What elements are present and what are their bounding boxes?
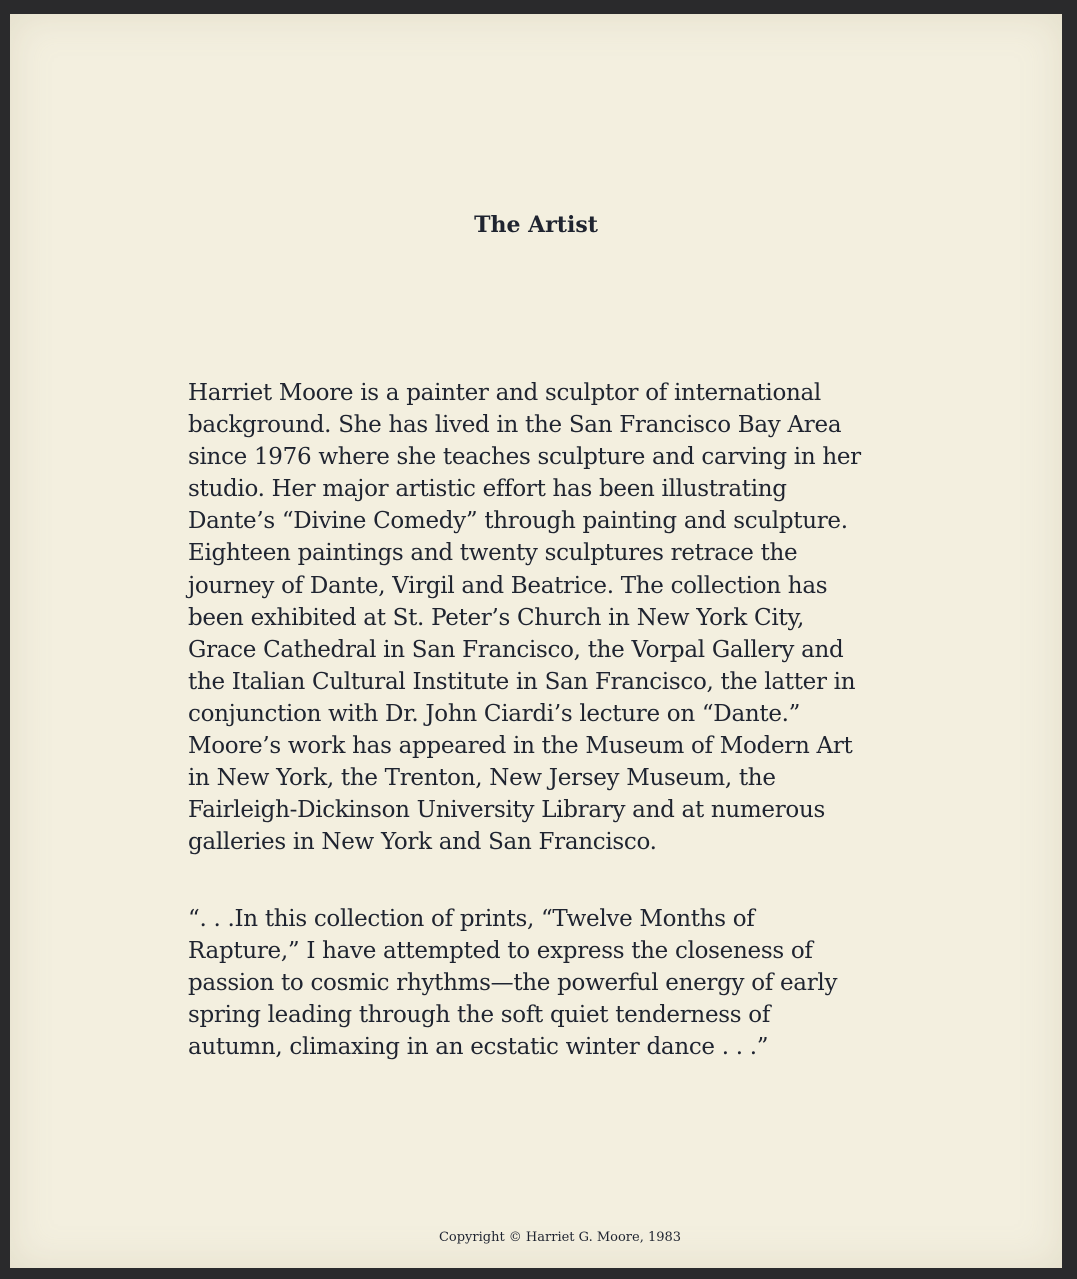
bio-line: been exhibited at St. Peter’s Church in New York City, <box>188 604 804 631</box>
bio-line: the Italian Cultural Institute in San Francisco, the latter in <box>188 668 856 695</box>
bio-line: background. She has lived in the San Francisco Bay Area <box>188 412 842 439</box>
bio-line: galleries in New York and San Francisco. <box>188 829 657 856</box>
artist-quote <box>188 903 908 1063</box>
bio-line: in New York, the Trenton, New Jersey Museum, the <box>188 765 776 792</box>
page-title: The Artist <box>474 212 598 238</box>
bio-line: Eighteen paintings and twenty sculptures retrace the <box>188 540 798 567</box>
quote-line: spring leading through the soft quiet tenderness of <box>188 1002 771 1029</box>
bio-line: Harriet Moore is a painter and sculptor of international <box>188 380 821 406</box>
copyright-notice: Copyright © Harriet G. Moore, 1983 <box>438 1230 682 1245</box>
bio-line: Fairleigh-Dickinson University Library and at numerous <box>188 797 825 824</box>
bio-line: Grace Cathedral in San Francisco, the Vorpal Gallery and <box>188 636 844 663</box>
bio-line: since 1976 where she teaches sculpture and carving in her <box>188 444 861 471</box>
bio-line: Dante’s “Divine Comedy” through painting and sculpture. <box>188 508 848 535</box>
bio-line: journey of Dante, Virgil and Beatrice. The collection has <box>188 572 828 599</box>
bio-line: studio. Her major artistic effort has been illustrating <box>188 476 787 503</box>
quote-line: autumn, climaxing in an ecstatic winter dance . . .” <box>188 1034 769 1061</box>
bio-line: Moore’s work has appeared in the Museum of Modern Art <box>188 733 853 760</box>
document-page <box>10 14 1062 1268</box>
quote-line: “. . .In this collection of prints, “Twelve Months of <box>188 906 755 932</box>
quote-line: passion to cosmic rhythms—the powerful energy of early <box>188 970 838 997</box>
bio-line: conjunction with Dr. John Ciardi’s lecture on “Dante.” <box>188 700 801 727</box>
quote-line: Rapture,” I have attempted to express the closeness of <box>188 938 813 965</box>
artist-biography <box>188 377 908 858</box>
